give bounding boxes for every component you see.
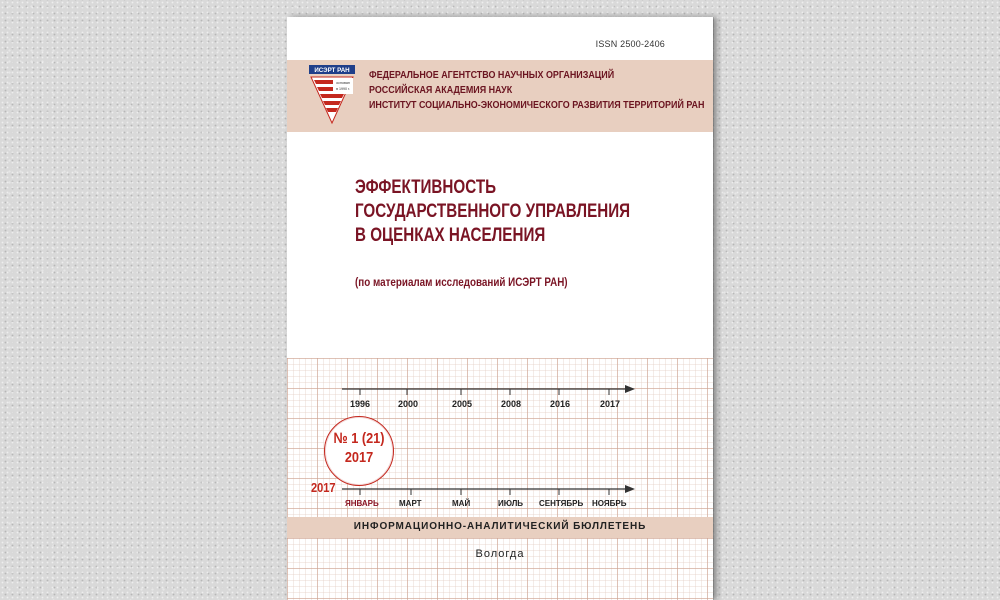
year-label-2008: 2008	[501, 399, 522, 409]
title-line-2: ГОСУДАРСТВЕННОГО УПРАВЛЕНИЯ	[355, 200, 631, 222]
title-line-1: ЭФФЕКТИВНОСТЬ	[355, 176, 497, 198]
year-label-2016: 2016	[550, 399, 571, 409]
bulletin-band	[287, 517, 713, 538]
months-axis-arrow	[625, 485, 635, 493]
cover-subtitle: (по материалам исследований ИСЭРТ РАН)	[355, 275, 568, 289]
years-axis-arrow	[625, 385, 635, 393]
year-label-1996: 1996	[350, 399, 371, 409]
issue-badge	[324, 416, 394, 486]
org-line-academy: РОССИЙСКАЯ АКАДЕМИЯ НАУК	[369, 85, 513, 96]
month-label-september: СЕНТЯБРЬ	[539, 499, 584, 508]
logo-founded-text: основан	[336, 81, 350, 85]
organization-lines	[369, 68, 704, 113]
month-ticks	[360, 489, 609, 495]
month-label-may: МАЙ	[452, 499, 471, 508]
journal-cover	[287, 17, 713, 600]
issue-number: № 1 (21)	[333, 430, 385, 447]
month-label-november: НОЯБРЬ	[592, 499, 627, 508]
current-year-label: 2017	[311, 480, 336, 495]
month-label-january: ЯНВАРЬ	[345, 499, 379, 508]
graph-paper-area	[287, 358, 713, 600]
year-ticks	[360, 389, 609, 395]
bulletin-label: ИНФОРМАЦИОННО-АНАЛИТИЧЕСКИЙ БЮЛЛЕТЕНЬ	[353, 521, 647, 532]
institute-logo	[309, 65, 355, 125]
logo-year-text: в 1990 г.	[336, 87, 350, 91]
issue-year: 2017	[344, 449, 374, 466]
publication-city: Вологда	[475, 548, 525, 560]
year-label-2000: 2000	[398, 399, 419, 409]
month-label-march: МАРТ	[399, 499, 422, 508]
org-line-institute: ИНСТИТУТ СОЦИАЛЬНО-ЭКОНОМИЧЕСКОГО РАЗВИТИЯ ТЕРРИТОРИЙ РАН	[369, 100, 705, 111]
title-line-3: В ОЦЕНКАХ НАСЕЛЕНИЯ	[355, 224, 546, 246]
year-label-2017: 2017	[600, 399, 621, 409]
year-label-2005: 2005	[452, 399, 473, 409]
month-label-july: ИЮЛЬ	[498, 499, 524, 508]
org-line-agency: ФЕДЕРАЛЬНОЕ АГЕНТСТВО НАУЧНЫХ ОРГАНИЗАЦИЙ	[369, 70, 615, 81]
logo-name-text: ИСЭРТ РАН	[314, 67, 350, 74]
header-band	[287, 60, 713, 132]
issn-label: ISSN 2500-2406	[595, 39, 665, 49]
cover-title	[355, 175, 630, 247]
